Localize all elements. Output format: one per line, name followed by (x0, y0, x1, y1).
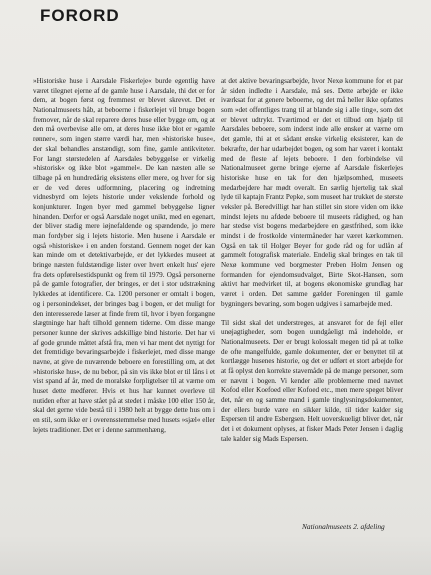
left-text-column (33, 77, 215, 435)
page-shadow (0, 535, 431, 575)
right-paragraph-1: at det aktive bevaringsarbejde, hvor Nexø kommune for et par år siden indledte i Aarsdale, må ses. Dette arbejde er ikke iværksat for at genere beboerne, og det må heller ikke opfattes som »det offentliges trang til at blande sig i alle ting«, som det er blevet udtrykt. Tværtimod er det et tilbud om hjælp til Aarsdales beboere, som inderst inde alle ønsker at værne om det gamle, thi at et sådant ønske virkelig eksisterer, kan de bekræfte, der har udarbejdet bogen, og som har været i kontakt med de fleste af lejets beboere. I den forbindelse vil Nationalmuseet gerne bringe ejerne af Aarsdale fiskerlejes historiske huse en tak for den hjælpsomhed, museets medarbejdere har mødt overalt. En særlig hjertelig tak skal lyde til kaptajn Frantz Pepke, som museet har trukket de største veksler på. Beredvilligt har han stillet sin store viden om ikke mindst lejets nu afdøde beboere til museets rådighed, og han har stedse vist bogens medarbejdere en gæstfrihed, som ikke mindst i de frostkolde vintermåneder har været kærkommen. Også en tak til Holger Beyer for gode råd og for udlån af gammelt fotografisk materiale. Endelig skal bringes en tak til Nexø kommune ved borgmester Preben Holm Jensen og formanden for ejendomsudvalget, Birte Skot-Hansen, som aktivt har medvirket til, at bogens økonomiske grundlag har været i orden. Det samme gælder Foreningen til gamle bygningers bevaring, som bogen udgives i samarbejde med. (221, 77, 403, 308)
right-paragraph-2: Til sidst skal det understreges, at ansvaret for de fejl eller unøjagtigheder, som bogen uundgåeligt må indeholde, er Nationalmuseets. Der er brugt kolossalt megen tid på at tolke de ofte mangelfulde, gamle dokumenter, der er benyttet til at kortlægge husenes historie, og det er udført et stort arbejde for at få oplyst den korrekte stavemåde på de mange personer, som er nævnt i bogen. Vi kender alle problemerne med navnet Kofod eller Koefoed eller Kofoed etc., men mere speget bliver det, når en og samme mand i gamle tinglysningsdokumenter, der ellers burde være en sikker kilde, til tider kalder sig Espersen til andre Esbergsen. Helt uoverskueligt bliver det, når det i et dokument oplyses, at fisker Mads Peter Jensen i daglig tale kalder sig Mads Espersen. (221, 318, 403, 443)
page-title: FORORD (40, 6, 120, 25)
right-text-column (221, 77, 403, 444)
left-paragraph: »Historiske huse i Aarsdale Fiskerleje« burde egentlig have været tilegnet ejerne af de gamle huse i Aarsdale, thi det er for dem, at bogen først og fremmest er blevet skrevet. Det er Nationalmuseets håb, at beboerne i fiskerlejet vil bruge bogen fremover, når de skal reparere deres huse eller bygge om, og at den må overbevise alle om, at deres huse ikke blot er »gamle rønner«, som ingen større værdi har, men »historiske huse«, der skal behandles anstændigt, som fine, gamle antikviteter. For langt størstedelen af Aarsdales bebyggelse er virkelig »historisk« og ikke blot »gammel«. De kan næsten alle se tilbage på en hundredårig eksistens eller mere, og hver for sig er de ved deres udformning, placering og indretning vidnesbyrd om lejets historie under vekslende forhold og konjunkturer. Ingen byer med gammel bebyggelse ligner hinanden. Derfor er også Aarsdale noget unikt, med en egenart, der bliver stadig mere iøjnefaldende og spændende, jo mere man fordyber sig i lejets historie. Men husene i Aarsdale er også »historiske« i en anden forstand. Gennem noget der kan kan minde om et detektivarbejde, er det lykkedes museet at bringe næsten fuldstændige lister over hvert enkelt hus' ejere fra dets opførelsestidspunkt og frem til 1979. Også personerne på de gamle fotografier, der bringes, er det i stor udstrækning lykkedes at identificere. Ca. 1200 personer er omtalt i bogen, og i personindekset, der bringes bag i bogen, er det muligt for den interesserede læser at finde frem til, hvor i byen forgangne slægtninge har haft tilhold gennem tiderne. Om disse mange personer kunne der skrives adskillige bind historie. Det har vi af gode grunde måttet afstå fra, men vi har ment det nyttigt for det fremtidige bevaringsarbejde i fiskerlejet, med disse mange navne, at give de nuværende beboere en forestilling om, at det »historiske hus«, de nu bebor, på sin vis ikke blot er til låns i et vist spand af år, med de moralske forpligtelser til at værne om huset dette medfører. Hvis et hus har kunnet overleve til nutiden efter at have stået på at stedet i måske 100 eller 150 år, skal det gerne vide bestå til i 1980 helt at bygge dette hus om i en stil, som ikke er i overensstemmelse med husets »sjæl« eller lejets traditioner. Det er i denne sammenhæng, (33, 77, 215, 434)
signature: Nationalmuseets 2. afdeling (302, 522, 385, 531)
